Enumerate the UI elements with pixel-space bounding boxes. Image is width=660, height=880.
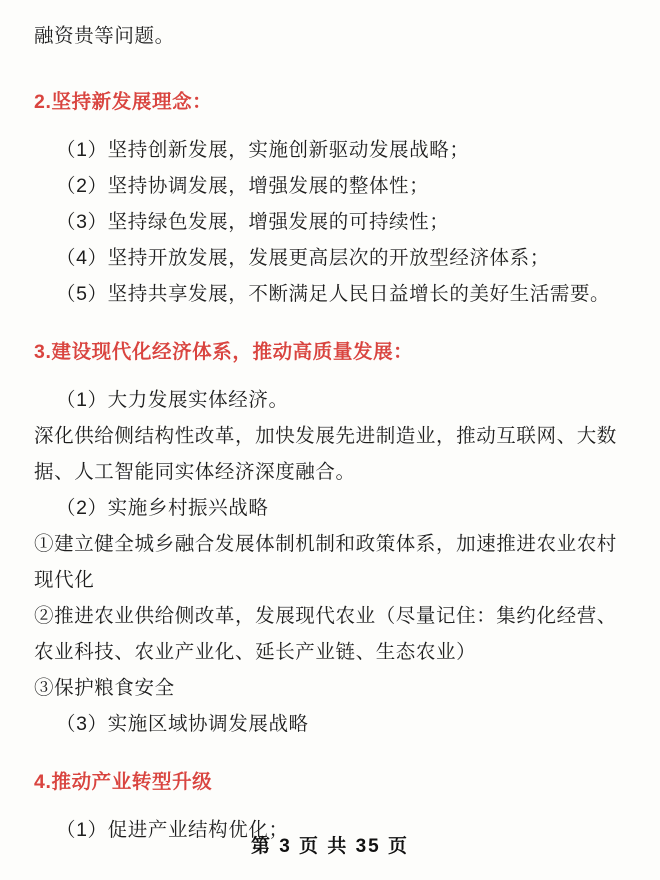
section-2-line-1: （1）坚持创新发展，实施创新驱动发展战略；	[56, 139, 470, 161]
section-2-line-4: （4）坚持开放发展，发展更高层次的开放型经济体系；	[56, 247, 550, 269]
page-footer: 第 3 页 共 35 页	[250, 836, 410, 857]
spacer	[34, 370, 626, 382]
section-3-line-4: ①建立健全城乡融合发展体制机制和政策体系，加速推进农业农村现代化	[34, 533, 617, 591]
continued-paragraph: 融资贵等问题。	[34, 25, 175, 47]
section-2-line-3: （3）坚持绿色发展，增强发展的可持续性；	[56, 211, 450, 233]
spacer	[34, 742, 626, 764]
section-heading-3: 3.建设现代化经济体系，推动高质量发展：	[34, 341, 414, 363]
section-3-line-3: （2）实施乡村振兴战略	[56, 497, 269, 519]
section-heading-2: 2.坚持新发展理念：	[34, 91, 213, 113]
section-3-line-5: ②推进农业供给侧改革，发展现代农业（尽量记住：集约化经营、农业科技、农业产业化、延长产业链、生态农业）	[34, 605, 617, 663]
spacer	[34, 800, 626, 812]
spacer	[34, 312, 626, 334]
spacer	[34, 120, 626, 132]
spacer	[34, 54, 626, 84]
section-3-line-6: ③保护粮食安全	[34, 677, 175, 699]
section-3-line-2: 深化供给侧结构性改革，加快发展先进制造业，推动互联网、大数据、人工智能同实体经济深度融合。	[34, 425, 617, 483]
section-heading-4: 4.推动产业转型升级	[34, 771, 213, 793]
section-3-line-7: （3）实施区域协调发展战略	[56, 713, 309, 735]
section-4-line-1: （1）促进产业结构优化；	[56, 819, 289, 841]
section-2-line-5: （5）坚持共享发展，不断满足人民日益增长的美好生活需要。	[56, 283, 611, 305]
section-2-line-2: （2）坚持协调发展，增强发展的整体性；	[56, 175, 430, 197]
section-3-line-1: （1）大力发展实体经济。	[56, 389, 289, 411]
